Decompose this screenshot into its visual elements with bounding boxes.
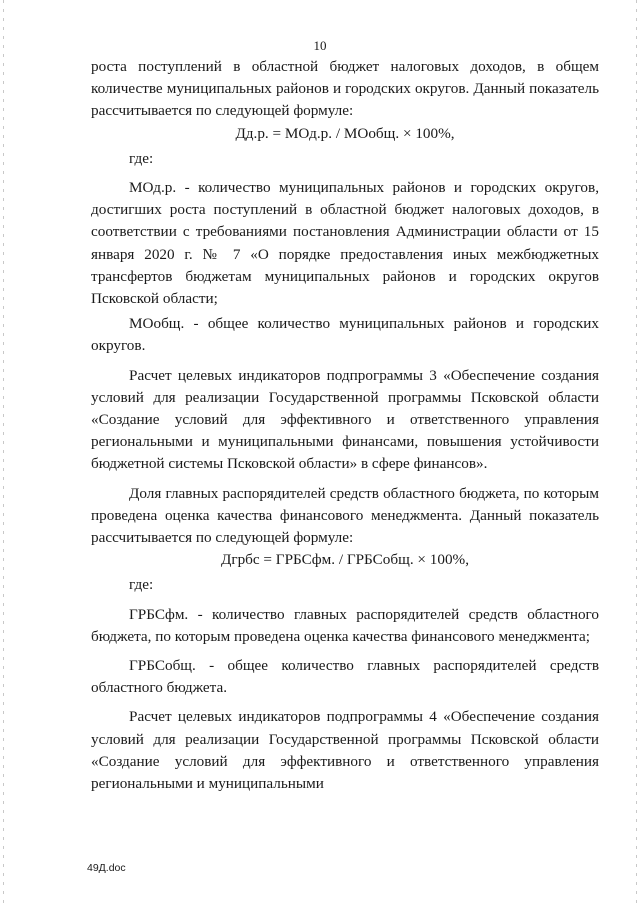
scan-edge-left [3,0,4,905]
paragraph-share-grbs: Доля главных распорядителей средств областного бюджета, по которым проведена оценка качества финансового менеджмента. Данный показатель рассчитывается по следующей формуле: [91,484,599,547]
where-label: где: [129,149,154,167]
formula-dd-r: Дд.р. = МОд.р. / МОобщ. × 100%, [235,124,455,142]
scan-edge-right [636,0,637,905]
document-body [91,56,599,795]
where-label: где: [129,576,154,594]
paragraph-continuation: роста поступлений в областной бюджет налоговых доходов, в общем количестве муниципальных районов и городских округов. Данный показатель рассчитывается по следующей формуле: [91,58,599,120]
paragraph-subprogram-3: Расчет целевых индикаторов подпрограммы 3 «Обеспечение создания условий для реализации Государственной программы Псковской области «Создание условий для эффективного и ответственного управления региональными и муниципальными финансами, повышения устойчивости бюджетной системы Псковской области» в сфере финансов». [91,366,599,473]
paragraph-subprogram-4: Расчет целевых индикаторов подпрограммы 4 «Обеспечение создания условий для реализации Государственной программы Псковской области «Создание условий для эффективного и ответственного управления региональными и муниципальными [91,708,599,793]
definition-moobshch: МОобщ. - общее количество муниципальных районов и городских округов. [91,315,599,355]
definition-grbsobshch: ГРБСобщ. - общее количество главных распорядителей средств областного бюджета. [91,657,599,697]
definition-mod-r: МОд.р. - количество муниципальных районов и городских округов, достигших роста поступлений в областной бюджет налоговых доходов, в соответствии с требованиями постановления Администрации области от 15 января 2020 г. № 7 «О порядке предоставления иных межбюджетных трансфертов бюджетам муниципальных районов и городских округов Псковской области; [91,179,599,308]
page-number: 10 [313,38,327,53]
formula-dgrbs: Дгрбс = ГРБСфм. / ГРБСобщ. × 100%, [220,551,470,569]
file-name-footer: 49Д.doc [87,862,126,874]
definition-grbsfm: ГРБСфм. - количество главных распорядителей средств областного бюджета, по которым проведена оценка качества финансового менеджмента; [91,605,599,645]
